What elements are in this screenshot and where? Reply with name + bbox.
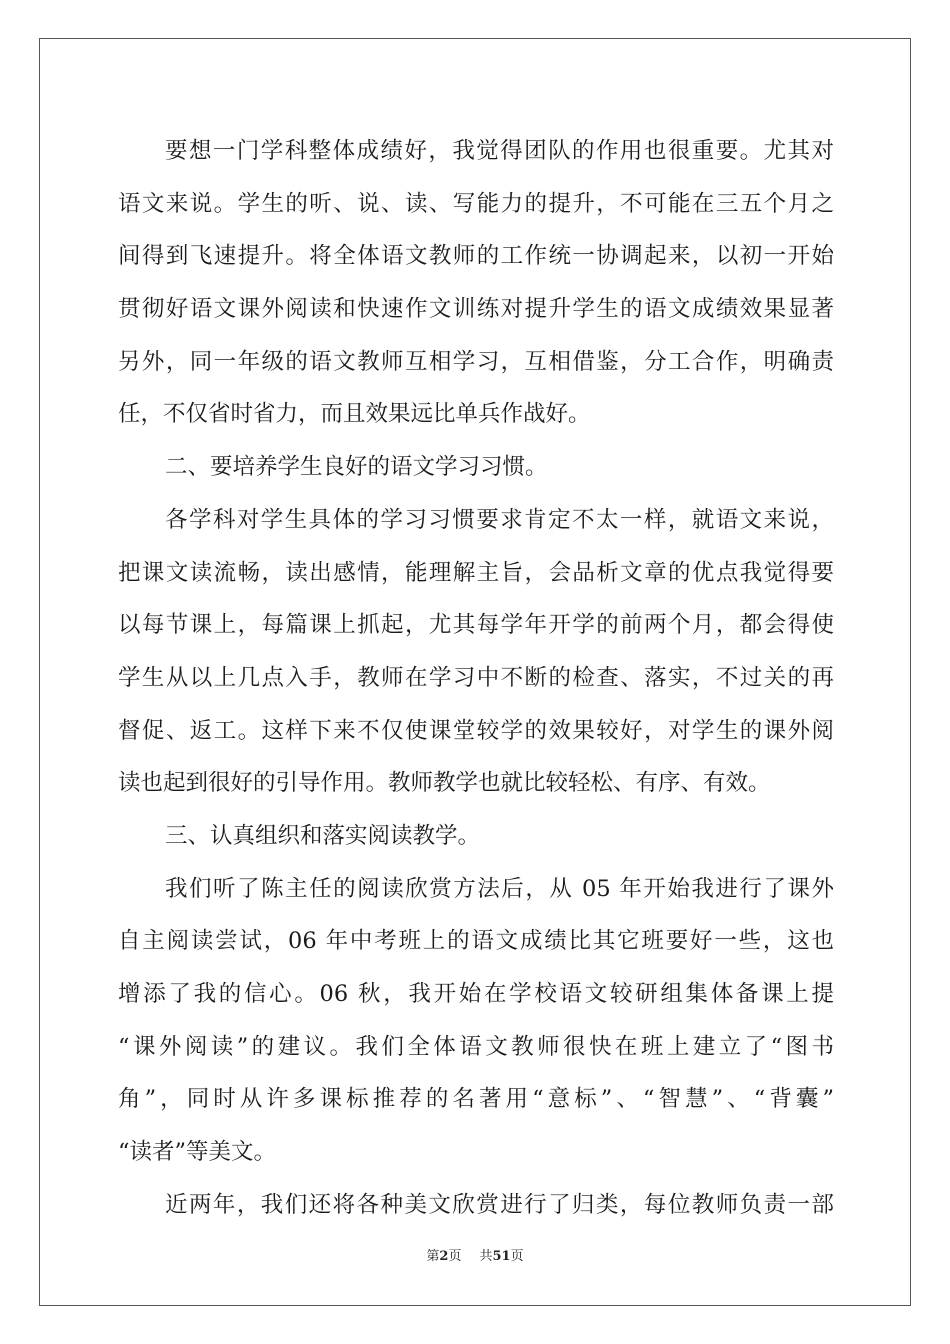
paragraph-line: 另外，同一年级的语文教师互相学习，互相借鉴，分工合作，明确责 — [118, 348, 834, 375]
paragraph-line: 角”，同时从许多课标推荐的名著用“意标”、“智慧”、“背囊” — [118, 1086, 834, 1113]
total-suffix: 页 — [510, 1249, 524, 1264]
paragraph-line: 近两年，我们还将各种美文欣赏进行了归类，每位教师负责一部 — [165, 1191, 834, 1218]
paragraph-line: 语文来说。学生的听、说、读、写能力的提升，不可能在三五个月之 — [118, 190, 834, 217]
document-body — [118, 125, 834, 1231]
paragraph-line: 自主阅读尝试，06 年中考班上的语文成绩比其它班要好一些，这也 — [118, 928, 834, 955]
section-heading: 三、认真组织和落实阅读教学。 — [165, 822, 481, 849]
paragraph-line: 要想一门学科整体成绩好，我觉得团队的作用也很重要。尤其对 — [165, 138, 834, 164]
page-prefix: 第 — [426, 1249, 440, 1264]
paragraph-line: 督促、返工。这样下来不仅使课堂较学的效果较好，对学生的课外阅 — [118, 717, 834, 744]
paragraph-line: 各学科对学生具体的学习习惯要求肯定不太一样，就语文来说， — [165, 506, 834, 533]
paragraph-line: 读也起到很好的引导作用。教师教学也就比较轻松、有序、有效。 — [118, 770, 771, 797]
paragraph-line: 间得到飞速提升。将全体语文教师的工作统一协调起来，以初一开始 — [118, 243, 834, 270]
paragraph-line: 增添了我的信心。06 秋，我开始在学校语文较研组集体备课上提 — [118, 981, 834, 1007]
paragraph-line: 学生从以上几点入手，教师在学习中不断的检查、落实，不过关的再 — [118, 664, 834, 691]
paragraph-line: 把课文读流畅，读出感情，能理解主旨，会品析文章的优点我觉得要 — [118, 559, 834, 586]
paragraph-line: 贯彻好语文课外阅读和快速作文训练对提升学生的语文成绩效果显著 — [118, 296, 834, 323]
total-pages: 51 — [492, 1249, 511, 1264]
total-prefix: 共 — [479, 1249, 493, 1264]
page-number: 2 — [439, 1249, 449, 1264]
paragraph-line: 以每节课上，每篇课上抓起，尤其每学年开学的前两个月，都会得使 — [118, 612, 834, 639]
page-footer — [0, 1249, 950, 1265]
paragraph-line: 任，不仅省时省力，而且效果远比单兵作战好。 — [118, 401, 591, 428]
paragraph-line: 我们听了陈主任的阅读欣赏方法后，从 05 年开始我进行了课外 — [165, 875, 834, 902]
paragraph-line: “读者”等美文。 — [118, 1139, 277, 1166]
page-suffix: 页 — [448, 1249, 462, 1264]
paragraph-line: “课外阅读”的建议。我们全体语文教师很快在班上建立了“图书 — [118, 1033, 834, 1060]
section-heading: 二、要培养学生良好的语文学习习惯。 — [165, 454, 548, 481]
